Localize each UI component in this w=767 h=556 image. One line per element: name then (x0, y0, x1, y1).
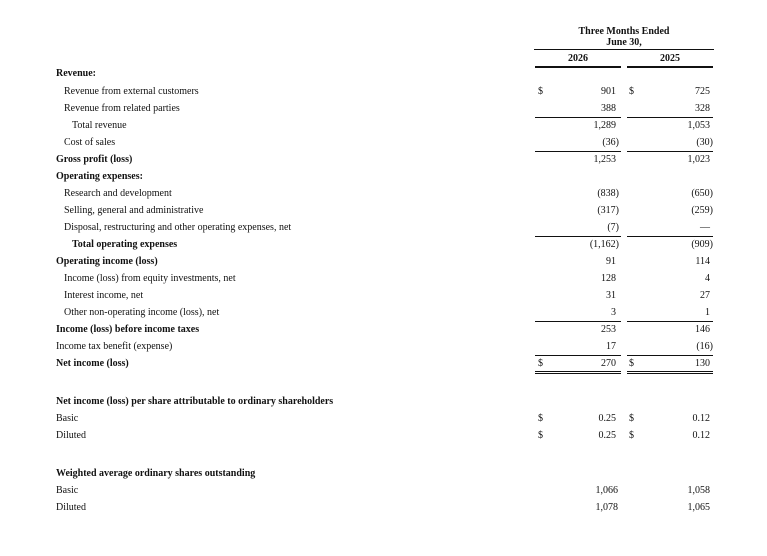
row-label-revenue-heading: Revenue: (56, 68, 96, 79)
value-current: (838) (597, 188, 619, 199)
currency-symbol: $ (538, 430, 543, 441)
row-label-income-before-taxes: Income (loss) before income taxes (56, 324, 200, 335)
value-current: 3 (611, 307, 616, 318)
row-label-interest-income: Interest income, net (64, 290, 144, 301)
total-double-rule (535, 371, 621, 374)
value-prior: (909) (691, 239, 713, 250)
row-label-total-revenue: Total revenue (72, 120, 127, 131)
subtotal-rule (627, 151, 713, 152)
value-prior: 27 (700, 290, 710, 301)
currency-symbol: $ (629, 358, 634, 369)
value-prior: 130 (695, 358, 710, 369)
period-title-line1: Three Months Ended (578, 26, 670, 37)
year-rule-prior (627, 66, 713, 68)
row-label-sga: Selling, general and administrative (64, 205, 204, 216)
value-prior: (30) (696, 137, 713, 148)
subtotal-rule (535, 117, 621, 118)
value-current: 1,289 (593, 120, 616, 131)
subtotal-rule (627, 355, 713, 356)
value-prior: (16) (696, 341, 713, 352)
shares-diluted-current: 1,078 (595, 502, 618, 513)
row-label-operating-income: Operating income (loss) (56, 256, 158, 267)
row-label-total-operating-expenses: Total operating expenses (72, 239, 178, 250)
subtotal-rule (535, 321, 621, 322)
subtotal-rule (535, 151, 621, 152)
currency-symbol: $ (629, 430, 634, 441)
column-year-current: 2026 (568, 53, 588, 64)
subtotal-rule (535, 355, 621, 356)
value-prior: 725 (695, 86, 710, 97)
value-current: 901 (601, 86, 616, 97)
column-year-prior: 2025 (660, 53, 680, 64)
row-label-research-development: Research and development (64, 188, 172, 199)
value-current: (1,162) (589, 239, 619, 250)
eps-basic-prior: 0.12 (692, 413, 710, 424)
row-label-net-income: Net income (loss) (56, 358, 129, 369)
row-label-revenue-external: Revenue from external customers (64, 86, 199, 97)
value-current: (7) (607, 222, 619, 233)
shares-diluted-label: Diluted (56, 502, 86, 513)
year-rule-current (535, 66, 621, 68)
value-prior: 146 (695, 324, 710, 335)
value-current: 17 (606, 341, 616, 352)
value-current: 1,253 (593, 154, 616, 165)
value-current: 388 (601, 103, 616, 114)
row-label-operating-expenses-heading: Operating expenses: (56, 171, 143, 182)
currency-symbol: $ (629, 413, 634, 424)
value-prior: (650) (691, 188, 713, 199)
value-current: (317) (597, 205, 619, 216)
row-label-revenue-related: Revenue from related parties (64, 103, 180, 114)
eps-basic-current: 0.25 (598, 413, 616, 424)
currency-symbol: $ (538, 413, 543, 424)
value-current: (36) (602, 137, 619, 148)
value-prior: 328 (695, 103, 710, 114)
row-label-income-tax: Income tax benefit (expense) (56, 341, 173, 352)
value-prior: 4 (705, 273, 710, 284)
subtotal-rule (627, 321, 713, 322)
eps-diluted-prior: 0.12 (692, 430, 710, 441)
header-rule (534, 49, 714, 50)
value-prior: — (700, 222, 710, 233)
currency-symbol: $ (629, 86, 634, 97)
value-current: 91 (606, 256, 616, 267)
subtotal-rule (535, 236, 621, 237)
shares-diluted-prior: 1,065 (687, 502, 710, 513)
currency-symbol: $ (538, 86, 543, 97)
value-current: 128 (601, 273, 616, 284)
value-prior: (259) (691, 205, 713, 216)
row-label-cost-of-sales: Cost of sales (64, 137, 116, 148)
shares-section-title: Weighted average ordinary shares outstanding (56, 468, 256, 479)
shares-basic-label: Basic (56, 485, 79, 496)
eps-basic-label: Basic (56, 413, 79, 424)
row-label-gross-profit: Gross profit (loss) (56, 154, 133, 165)
row-label-equity-investments: Income (loss) from equity investments, net (64, 273, 236, 284)
period-title-line2: June 30, (606, 37, 642, 48)
subtotal-rule (627, 117, 713, 118)
eps-diluted-label: Diluted (56, 430, 86, 441)
shares-basic-current: 1,066 (595, 485, 618, 496)
eps-diluted-current: 0.25 (598, 430, 616, 441)
value-prior: 1 (705, 307, 710, 318)
eps-section-title: Net income (loss) per share attributable to ordinary shareholders (56, 396, 334, 407)
value-prior: 1,053 (687, 120, 710, 131)
subtotal-rule (627, 236, 713, 237)
value-prior: 114 (695, 256, 710, 267)
shares-basic-prior: 1,058 (687, 485, 710, 496)
value-current: 253 (601, 324, 616, 335)
value-current: 31 (606, 290, 616, 301)
row-label-disposal-restructuring: Disposal, restructuring and other operating expenses, net (64, 222, 292, 233)
row-label-other-non-operating: Other non-operating income (loss), net (64, 307, 220, 318)
total-double-rule (627, 371, 713, 374)
value-current: 270 (601, 358, 616, 369)
value-prior: 1,023 (687, 154, 710, 165)
currency-symbol: $ (538, 358, 543, 369)
